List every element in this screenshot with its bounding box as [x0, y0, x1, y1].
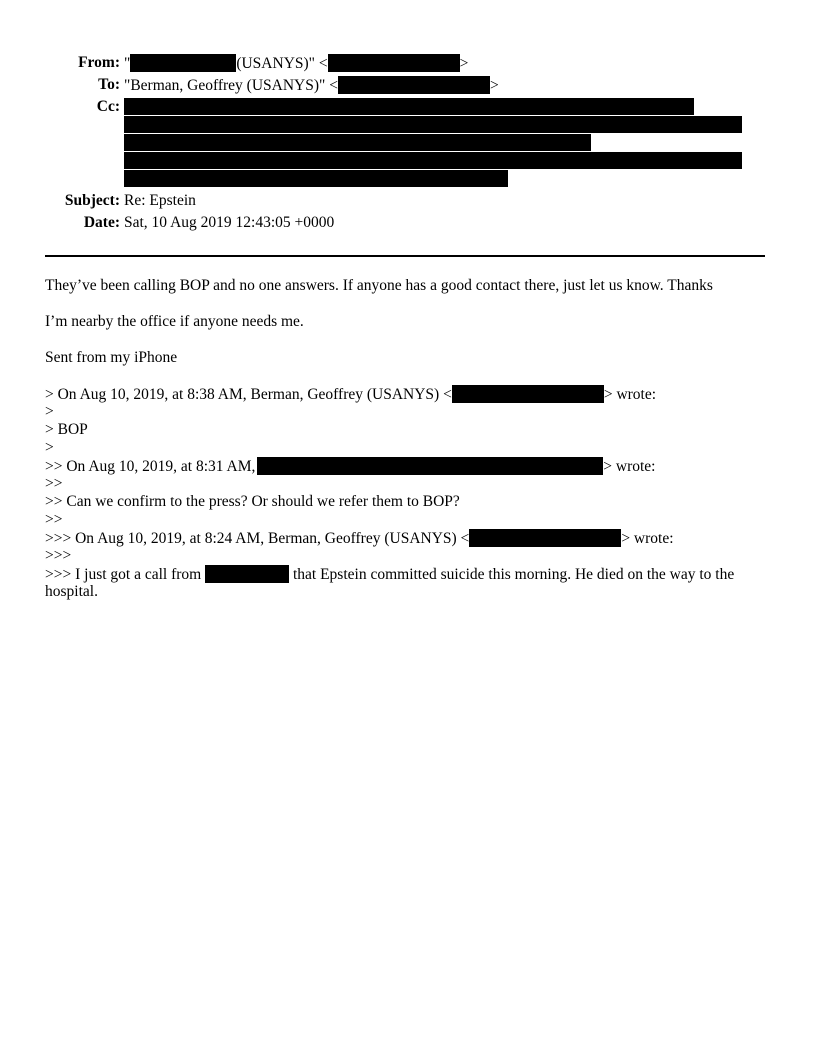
date-value: Sat, 10 Aug 2019 12:43:05 +0000	[124, 214, 335, 231]
quote-line-11	[45, 565, 734, 584]
body-paragraph-2: I’m nearby the office if anyone needs me.	[45, 313, 304, 330]
cc-redaction-4	[124, 152, 742, 169]
quote-line-1	[45, 385, 656, 404]
to-email-redaction	[338, 76, 490, 94]
quote-1-email-redaction	[452, 385, 604, 403]
quote-11-caller-redaction	[205, 565, 289, 583]
quote-5-prefix: >> On Aug 10, 2019, at 8:31 AM,	[45, 458, 256, 475]
body-signature: Sent from my iPhone	[45, 349, 178, 366]
quote-line-4: >	[45, 439, 54, 456]
cc-redaction-1	[124, 98, 694, 115]
quote-11-suffix: that Epstein committed suicide this morning. He died on the way to the	[292, 566, 735, 583]
quote-9-email-redaction	[469, 529, 621, 547]
quote-5-sender-redaction	[257, 457, 603, 475]
from-suffix: (USANYS)" <	[236, 55, 328, 72]
quote-line-2: >	[45, 403, 54, 420]
date-label: Date:	[83, 214, 120, 231]
from-label: From:	[78, 54, 120, 71]
quote-line-6: >>	[45, 475, 63, 492]
cc-redaction-3	[124, 134, 591, 151]
quote-line-7: >> Can we confirm to the press? Or should we refer them to BOP?	[45, 493, 460, 510]
quote-line-12: hospital.	[45, 583, 98, 600]
cc-redaction-2	[124, 116, 742, 133]
from-close: >	[459, 55, 469, 72]
from-value	[124, 54, 468, 73]
to-label: To:	[98, 76, 120, 93]
quote-9-prefix: >>> On Aug 10, 2019, at 8:24 AM, Berman, Geoffrey (USANYS) <	[45, 530, 470, 547]
cc-label: Cc:	[96, 98, 120, 115]
from-prefix: "	[124, 55, 131, 72]
quote-9-suffix: > wrote:	[621, 530, 674, 547]
subject-value: Re: Epstein	[124, 192, 196, 209]
from-email-redaction	[328, 54, 460, 72]
to-close: >	[489, 77, 499, 94]
from-name-redaction	[130, 54, 236, 72]
to-value	[124, 76, 499, 95]
quote-11-prefix: >>> I just got a call from	[45, 566, 202, 583]
quote-line-5	[45, 457, 655, 476]
quote-line-9	[45, 529, 674, 548]
quote-1-prefix: > On Aug 10, 2019, at 8:38 AM, Berman, Geoffrey (USANYS) <	[45, 386, 452, 403]
quote-line-3: > BOP	[45, 421, 88, 438]
quote-1-suffix: > wrote:	[603, 386, 657, 403]
quote-line-8: >>	[45, 511, 63, 528]
header-divider	[45, 255, 765, 257]
cc-redaction-5	[124, 170, 508, 187]
quote-5-suffix: > wrote:	[603, 458, 656, 475]
quote-line-10: >>>	[45, 547, 72, 564]
subject-label: Subject:	[64, 192, 120, 209]
body-paragraph-1: They’ve been calling BOP and no one answers. If anyone has a good contact there, just let us know. Thanks	[45, 277, 713, 294]
to-prefix: "Berman, Geoffrey (USANYS)" <	[124, 77, 338, 94]
